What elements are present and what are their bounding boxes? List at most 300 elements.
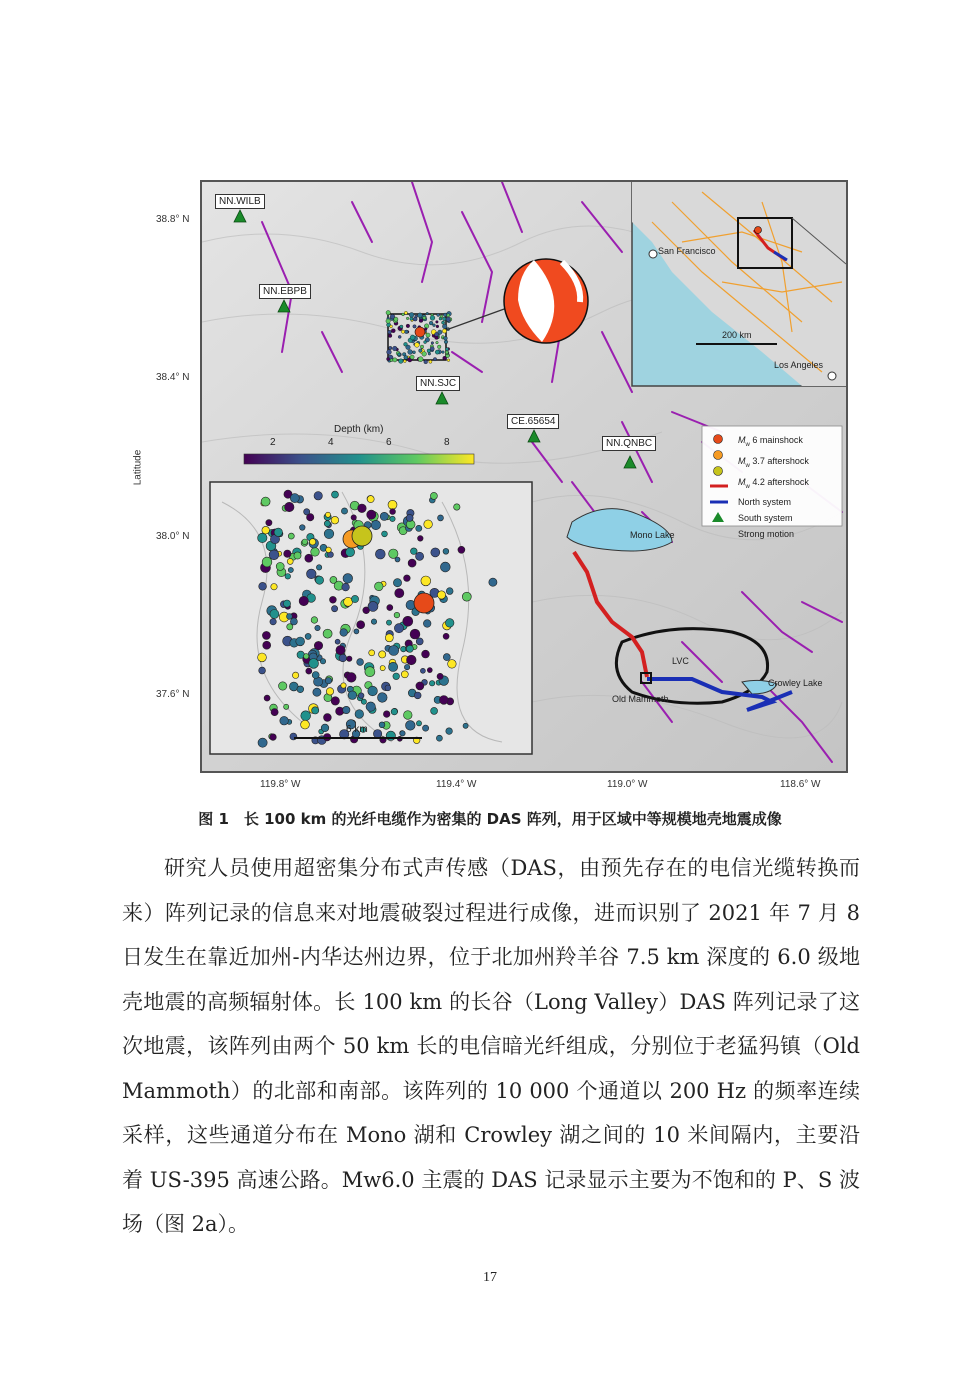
quake-dot: [280, 716, 289, 725]
quake-dot: [379, 651, 386, 658]
quake-dot: [446, 588, 453, 595]
cluster-dot: [398, 335, 401, 338]
cluster-dot: [388, 330, 392, 334]
cluster-dot: [430, 347, 434, 351]
quake-dot: [347, 673, 357, 683]
lon-tick: 119.4° W: [436, 779, 477, 790]
overview-place-label: San Francisco: [658, 246, 716, 256]
quake-dot: [259, 667, 266, 674]
quake-dot: [414, 692, 421, 699]
quake-dot: [416, 682, 424, 690]
quake-dot: [443, 548, 449, 554]
place-label: LVC: [672, 656, 689, 666]
cluster-dot: [410, 355, 414, 359]
body-paragraph: [122, 846, 860, 1247]
quake-dot: [314, 492, 322, 500]
cluster-dot: [410, 317, 413, 320]
cluster-dot: [419, 319, 423, 323]
quake-dot: [287, 614, 293, 620]
quake-dot: [404, 711, 413, 720]
quake-dot: [347, 656, 352, 661]
quake-dot: [391, 709, 397, 715]
quake-dot: [446, 728, 453, 735]
quake-dot: [445, 619, 454, 628]
cluster-dot: [399, 359, 404, 364]
cluster-dot: [400, 325, 403, 328]
inset-scale-label: 6 km: [346, 724, 368, 735]
quake-dot: [290, 494, 299, 503]
lon-tick: 118.6° W: [780, 779, 821, 790]
cluster-dot: [387, 357, 390, 360]
cluster-dot: [444, 336, 448, 340]
lon-tick: 119.8° W: [260, 779, 301, 790]
overview-inset: [632, 182, 846, 386]
quake-dot: [309, 659, 319, 669]
cluster-dot: [389, 346, 392, 349]
cluster-dot: [391, 329, 395, 333]
cluster-dot: [422, 352, 427, 357]
quake-dot: [351, 595, 358, 602]
legend-entry: Strong motion: [738, 529, 795, 540]
quake-dot: [301, 720, 310, 729]
quake-dot: [403, 616, 413, 626]
cluster-dot: [436, 325, 439, 328]
quake-dot: [341, 508, 347, 514]
quake-dot: [285, 574, 291, 580]
quake-dot: [340, 629, 348, 637]
quake-dot: [258, 533, 267, 542]
quake-dot: [429, 681, 434, 686]
quake-dot: [390, 516, 395, 521]
quake-dot: [423, 620, 431, 628]
quake-dot: [404, 664, 409, 669]
quake-dot: [351, 515, 356, 520]
cluster-dot: [404, 356, 408, 360]
cluster-dot: [436, 321, 439, 324]
quake-dot: [393, 673, 400, 680]
quake-dot: [454, 504, 460, 510]
quake-dot: [292, 672, 298, 678]
quake-dot: [336, 646, 345, 655]
quake-dot: [284, 704, 289, 709]
quake-dot: [330, 576, 337, 583]
quake-dot: [305, 554, 313, 562]
quake-dot: [316, 565, 321, 570]
quake-dot: [440, 562, 450, 572]
cluster-dot: [442, 351, 445, 354]
quake-dot: [443, 654, 450, 661]
cluster-dot: [413, 351, 416, 354]
quake-dot: [416, 552, 424, 560]
lon-tick: 119.0° W: [607, 779, 648, 790]
legend-entry: North system: [738, 497, 792, 508]
quake-dot: [430, 492, 437, 499]
cluster-dot: [443, 313, 447, 317]
cluster-dot: [392, 346, 397, 351]
y-axis-label: Latitude: [132, 449, 144, 486]
station-label: CE.65654: [507, 414, 559, 429]
cluster-dot: [408, 350, 413, 355]
quake-dot: [422, 650, 430, 658]
cluster-dot: [390, 325, 393, 328]
quake-dot: [369, 650, 375, 656]
quake-dot: [358, 693, 364, 699]
focal-mechanism-beachball: [504, 259, 588, 343]
cluster-dot: [413, 325, 416, 328]
quake-dot: [288, 533, 294, 539]
quake-dot: [339, 654, 347, 662]
quake-dot: [385, 685, 391, 691]
quake-dot: [335, 639, 340, 644]
cluster-dot: [393, 358, 397, 362]
cluster-dot: [437, 345, 441, 349]
depth-tick: 6: [386, 437, 392, 448]
cluster-dot: [404, 342, 408, 346]
quake-dot: [299, 596, 308, 605]
quake-dot: [394, 624, 403, 633]
quake-dot: [305, 633, 311, 639]
depth-tick: 2: [270, 437, 276, 448]
cluster-dot: [445, 348, 448, 351]
quake-dot: [297, 651, 304, 658]
place-label: Old Mammoth: [612, 694, 669, 704]
quake-dot: [358, 504, 367, 513]
cluster-dot: [442, 324, 447, 329]
relief-map: [200, 180, 848, 773]
quake-dot: [263, 641, 271, 649]
cluster-dot: [387, 350, 392, 355]
quake-dot: [411, 548, 418, 555]
quake-dot: [283, 600, 290, 607]
place-label: Mono Lake: [630, 530, 675, 540]
quake-dot: [406, 645, 413, 652]
quake-dot: [423, 725, 429, 731]
quake-dot: [315, 576, 323, 584]
cluster-dot: [390, 359, 393, 362]
quake-dot: [313, 688, 321, 696]
quake-dot: [431, 548, 440, 557]
cluster-dot: [394, 317, 398, 321]
quake-dot: [404, 575, 411, 582]
quake-dot: [325, 678, 331, 684]
legend-entry: $M_w$ 6 mainshock: [738, 435, 803, 448]
quake-dot: [332, 491, 339, 498]
quake-dot: [300, 525, 306, 531]
cluster-dot: [419, 349, 423, 353]
page-number: 17: [483, 1270, 497, 1285]
quake-dot: [276, 562, 284, 570]
quake-dot: [439, 696, 448, 705]
quake-dot: [284, 550, 291, 557]
quake-dot: [418, 536, 424, 542]
cluster-dot: [429, 321, 433, 325]
quake-dot: [279, 682, 287, 690]
quake-dot: [304, 654, 309, 659]
quake-dot: [437, 673, 443, 679]
quake-dot: [378, 693, 388, 703]
quake-dot: [365, 667, 375, 677]
quake-dot: [285, 502, 294, 511]
cluster-dot: [398, 353, 401, 356]
cluster-dot: [447, 359, 450, 362]
quake-dot: [266, 520, 272, 526]
quake-dot: [331, 697, 339, 705]
quake-dot: [274, 528, 282, 536]
quake-dot: [306, 668, 312, 674]
quake-dot: [301, 711, 311, 721]
quake-dot: [307, 569, 317, 579]
quake-dot: [321, 724, 329, 732]
quake-dot: [393, 579, 401, 587]
quake-dot: [385, 634, 393, 642]
quake-dot: [261, 497, 270, 506]
overview-scale-label: 200 km: [722, 330, 752, 340]
quake-dot: [332, 606, 338, 612]
quake-dot: [420, 668, 425, 673]
quake-dot: [342, 583, 350, 591]
quake-dot: [325, 512, 330, 517]
quake-dot: [326, 547, 332, 553]
quake-dot: [271, 584, 277, 590]
cluster-dot: [431, 342, 434, 345]
quake-dot: [290, 618, 297, 625]
quake-dot: [443, 633, 449, 639]
cluster-dot: [428, 353, 431, 356]
quake-dot: [361, 699, 366, 704]
quake-dot: [388, 500, 397, 509]
aftershock-4-2-marker: [352, 526, 372, 546]
cluster-dot: [443, 317, 447, 321]
quake-dot: [324, 529, 334, 539]
cluster-dot: [436, 341, 439, 344]
quake-dot: [373, 730, 381, 738]
quake-dot: [395, 589, 404, 598]
quake-dot: [438, 515, 444, 521]
lat-tick: 38.8° N: [156, 214, 190, 225]
quake-dot: [379, 722, 385, 728]
quake-dot: [371, 619, 376, 624]
cluster-dot: [425, 338, 429, 342]
quake-dot: [271, 709, 278, 716]
quake-dot: [462, 592, 471, 601]
cluster-dot: [388, 334, 392, 338]
quake-dot: [408, 559, 416, 567]
quake-dot: [262, 526, 270, 534]
quake-dot: [416, 721, 421, 726]
quake-dot: [324, 714, 332, 722]
cluster-dot: [426, 312, 429, 315]
cluster-dot: [403, 360, 406, 363]
cluster-dot: [442, 321, 445, 324]
cluster-dot: [409, 313, 414, 318]
quake-dot: [302, 539, 308, 545]
cluster-dot: [438, 330, 442, 334]
quake-dot: [489, 578, 497, 586]
quake-dot: [348, 691, 357, 700]
quake-dot: [287, 558, 293, 564]
quake-dot: [380, 512, 388, 520]
cluster-dot: [418, 357, 423, 362]
quake-dot: [343, 574, 353, 584]
quake-dot: [382, 531, 388, 537]
legend-entry: $M_w$ 3.7 aftershock: [738, 455, 809, 469]
cluster-dot: [429, 360, 432, 363]
quake-dot: [436, 735, 442, 741]
quake-dot: [406, 721, 416, 731]
quake-dot: [354, 629, 359, 634]
cluster-dot: [418, 313, 423, 318]
cluster-dot: [433, 324, 436, 327]
cluster-dot: [444, 340, 448, 344]
quake-dot: [270, 619, 276, 625]
quake-dot: [355, 710, 364, 719]
station-label: NN.EBPB: [259, 284, 311, 299]
quake-dot: [314, 641, 322, 649]
quake-dot: [407, 655, 417, 665]
quake-dot: [431, 707, 438, 714]
cluster-dot: [404, 311, 407, 314]
lat-tick: 37.6° N: [156, 689, 190, 700]
quake-dot: [424, 520, 433, 529]
cluster-dot: [430, 316, 435, 321]
cluster-dot: [425, 328, 428, 331]
cluster-dot: [437, 314, 440, 317]
cluster-dot: [447, 314, 450, 317]
depth-tick: 8: [444, 437, 450, 448]
cluster-dot: [423, 316, 426, 319]
quake-dot: [400, 731, 405, 736]
quake-dot: [296, 637, 305, 646]
quake-dot: [304, 509, 310, 515]
legend: [738, 432, 809, 542]
quake-dot: [309, 539, 315, 545]
quake-dot: [401, 671, 408, 678]
quake-dot: [311, 548, 320, 557]
quake-dot: [368, 686, 378, 696]
cluster-dot: [386, 319, 390, 323]
quake-dot: [368, 601, 378, 611]
quake-dot: [427, 668, 432, 673]
lat-tick: 38.0° N: [156, 531, 190, 542]
quake-dot: [367, 510, 376, 519]
quake-dot: [320, 659, 325, 664]
depth-tick: 4: [328, 437, 334, 448]
quake-dot: [383, 711, 390, 718]
overview-place-label: Los Angeles: [774, 360, 824, 370]
quake-dot: [312, 707, 319, 714]
cluster-dot: [446, 317, 450, 321]
cluster-dot: [410, 335, 415, 340]
quake-dot: [386, 731, 395, 740]
quake-dot: [258, 653, 267, 662]
quake-dot: [294, 552, 301, 559]
quake-dot: [270, 734, 277, 741]
paragraph-text: 研究人员使用超密集分布式声传感（DAS，由预先存在的电信光缆转换而来）阵列记录的信息来对地震破裂过程进行成像，进而识别了 2021 年 7 月 8 日发生在靠近加州-内华达州边界，位于北加州羚羊谷 7.5 km 深度的 6.0 级地壳地震的高频辐射体。长 100 km 的长谷（Long Valley）DAS 阵列记录了这次地震，该阵列由两个 50 km 长的电信暗光纤组成，分别位于老猛犸镇（Old Mammoth）的北部和南部。该阵列的 10 000 个通道以 200 Hz 的频率连续采样，这些通道分布在 Mono 湖和 Crowley 湖之间的 10 米间隔内，主要沿着 US-395 高速公路。Mw6.0 主震的 DAS 记录显示主要为不饱和的 P、S 波场（图 2a）。: [122, 856, 860, 1236]
quake-dot: [258, 738, 267, 747]
quake-dot: [390, 509, 396, 515]
cluster-dot: [405, 330, 409, 334]
cluster-dot: [435, 350, 439, 354]
quake-dot: [297, 686, 304, 693]
legend-entry: South system: [738, 513, 793, 524]
mainshock-marker: [414, 593, 434, 613]
cluster-dot: [433, 358, 436, 361]
quake-dot: [375, 582, 384, 591]
quake-dot: [343, 706, 350, 713]
quake-dot: [264, 695, 270, 701]
quake-dot: [259, 582, 267, 590]
station-label: NN.SJC: [416, 376, 460, 391]
quake-dot: [315, 625, 320, 630]
quake-dot: [311, 617, 318, 624]
quake-dot: [331, 516, 339, 524]
quake-dot: [416, 525, 422, 531]
quake-dot: [323, 629, 332, 638]
cluster-dot: [386, 311, 390, 315]
station-label: NN.WILB: [215, 194, 265, 209]
quake-dot: [463, 723, 468, 728]
quake-dot: [288, 567, 293, 572]
quake-dot: [448, 660, 457, 669]
figure-caption: 图 1 长 100 km 的光纤电缆作为密集的 DAS 阵列，用于区域中等规模地壳地震成像: [198, 810, 782, 828]
quake-dot: [324, 521, 330, 527]
cluster-dot: [415, 343, 420, 348]
depth-bar-title: Depth (km): [334, 424, 384, 435]
quake-dot: [262, 631, 270, 639]
quake-dot: [367, 496, 374, 503]
figure-1: [120, 172, 860, 798]
quake-dot: [394, 612, 400, 618]
quake-dot: [269, 550, 279, 560]
quake-dot: [437, 591, 445, 599]
quake-dot: [410, 629, 420, 639]
quake-dot: [458, 546, 465, 553]
quake-dot: [312, 672, 319, 679]
quake-dot: [341, 683, 346, 688]
station-label: NN.QNBC: [602, 436, 656, 451]
quake-dot: [371, 520, 380, 529]
cluster-dot: [402, 313, 405, 316]
quake-dot: [389, 646, 399, 656]
quake-dot: [326, 688, 333, 695]
quake-dot: [395, 557, 400, 562]
cluster-dot: [440, 315, 443, 318]
quake-dot: [380, 666, 385, 671]
quake-dot: [375, 549, 385, 559]
cluster-dot: [406, 317, 409, 320]
lat-tick: 38.4° N: [156, 372, 190, 383]
cluster-dot: [406, 324, 410, 328]
quake-dot: [386, 620, 391, 625]
cluster-dot: [424, 360, 428, 364]
quake-dot: [270, 610, 279, 619]
quake-dot: [389, 662, 398, 671]
cluster-dot: [420, 345, 423, 348]
quake-dot: [346, 548, 355, 557]
legend-entry: $M_w$ 4.2 aftershock: [738, 476, 809, 490]
cluster-dot: [401, 330, 404, 333]
quake-dot: [366, 702, 375, 711]
cluster-dot: [445, 351, 448, 354]
cluster-dot: [426, 333, 430, 337]
quake-dot: [421, 576, 431, 586]
quake-dot: [416, 638, 423, 645]
quake-dot: [357, 621, 365, 629]
quake-dot: [330, 596, 337, 603]
place-label: Crowley Lake: [768, 678, 823, 688]
quake-dot: [387, 605, 393, 611]
quake-dot: [357, 659, 364, 666]
